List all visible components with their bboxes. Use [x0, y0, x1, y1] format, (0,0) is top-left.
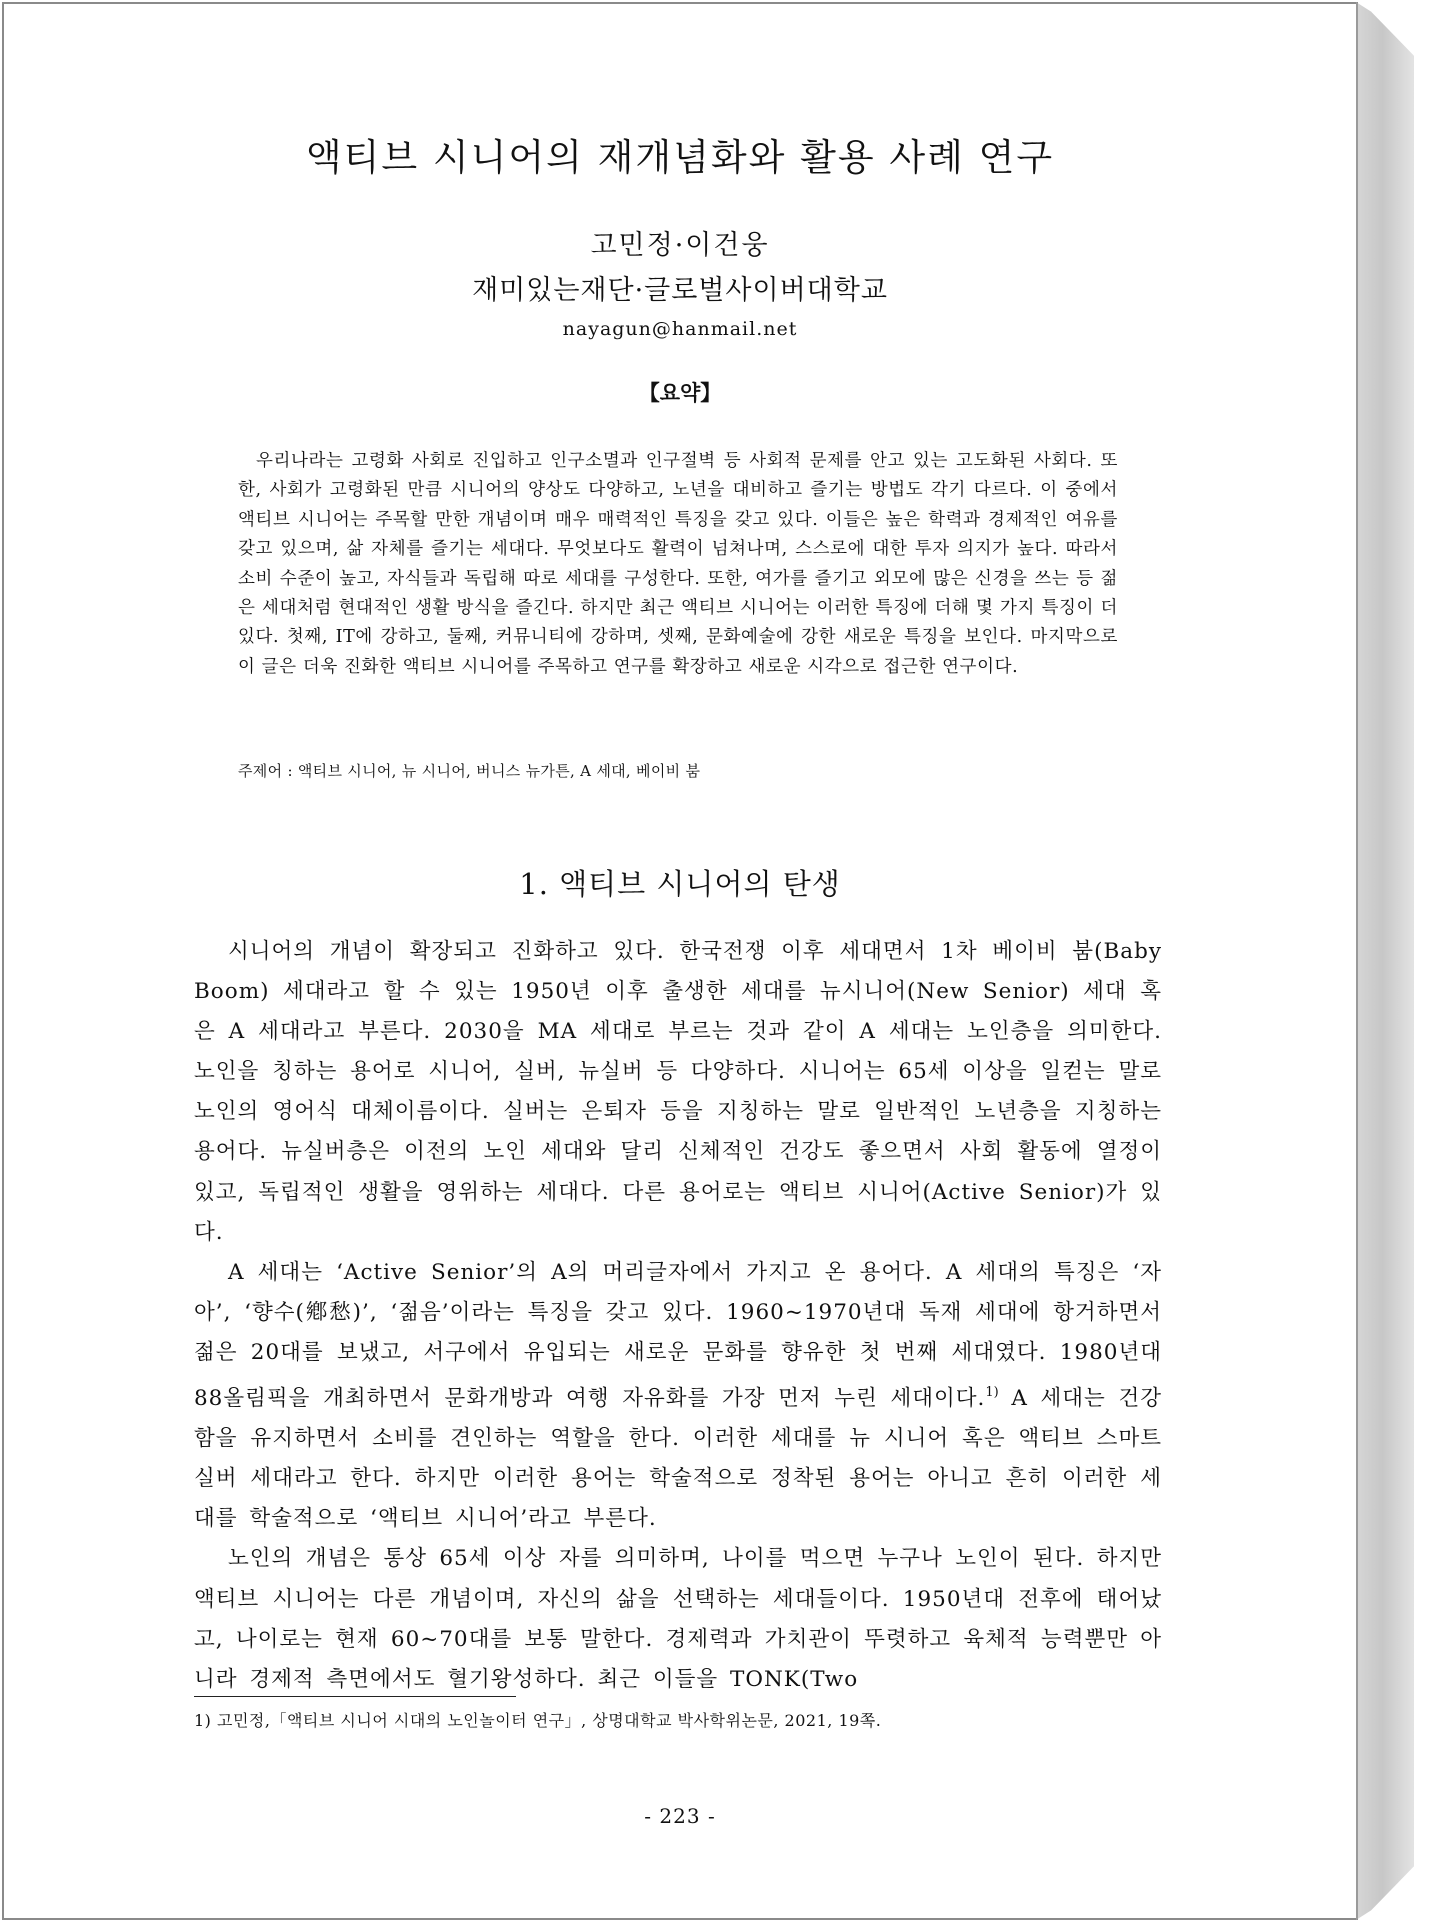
- footnote-divider: [194, 1696, 516, 1697]
- footnote-reference[interactable]: 1): [985, 1385, 999, 1401]
- paper-title: 액티브 시니어의 재개념화와 활용 사례 연구: [305, 136, 1055, 179]
- paragraph-2: [194, 1253, 1162, 1540]
- affiliation: 재미있는재단·글로벌사이버대학교: [472, 275, 888, 306]
- abstract: [238, 447, 1118, 682]
- author-email: nayagun@hanmail.net: [562, 318, 798, 340]
- abstract-heading: 【요약】: [638, 380, 722, 405]
- page-number: - 223 -: [644, 1804, 716, 1828]
- keywords: 주제어 : 액티브 시니어, 뉴 시니어, 버니스 뉴가튼, A 세대, 베이비 붐: [238, 762, 701, 780]
- abstract-text: 우리나라는 고령화 사회로 진입하고 인구소멸과 인구절벽 등 사회적 문제를 안고 있는 고도화된 사회다. 또한, 사회가 고령화된 만큼 시니어의 양상도 다양하고, 노년을 대비하고 즐기는 방법도 각기 다르다. 이 중에서 액티브 시니어는 주목할 만한 개념이며 매우 매력적인 특징을 갖고 있다. 이들은 높은 학력과 경제적인 여유를 갖고 있으며, 삶 자체를 즐기는 세대다. 무엇보다도 활력이 넘쳐나며, 스스로에 대한 투자 의지가 높다. 따라서 소비 수준이 높고, 자식들과 독립해 따로 세대를 구성한다. 또한, 여가를 즐기고 외모에 많은 신경을 쓰는 등 젊은 세대처럼 현대적인 생활 방식을 즐긴다. 하지만 최근 액티브 시니어는 이러한 특징에 더해 몇 가지 특징이 더 있다. 첫째, IT에 강하고, 둘째, 커뮤니티에 강하며, 셋째, 문화예술에 강한 새로운 특징을 보인다. 마지막으로 이 글은 더욱 진화한 액티브 시니어를 주목하고 연구를 확장하고 새로운 시각으로 접근한 연구이다.: [238, 451, 1118, 677]
- authors: 고민정·이건웅: [590, 230, 770, 261]
- paragraph-2-part-1: A 세대는 ‘Active Senior’의 A의 머리글자에서 가지고 온 용어다. A 세대의 특징은 ‘자아’, ‘향수(鄕愁)’, ‘젊음’이라는 특징을 갖고 있다. 1960~1970년대 독재 세대에 항거하면서 젊은 20대를 보냈고, 서구에서 유입되는 새로운 문화를 향유한 첫 번째 세대였다. 1980년대 88올림픽을 개최하면서 문화개방과 여행 자유화를 가장 먼저 누린 세대이다.: [194, 1259, 1162, 1412]
- paragraph-3: 노인의 개념은 통상 65세 이상 자를 의미하며, 나이를 먹으면 누구나 노인이 된다. 하지만 액티브 시니어는 다른 개념이며, 자신의 삶을 선택하는 세대들이다. 1950년대 전후에 태어났고, 나이로는 현재 60~70대를 보통 말한다. 경제력과 가치관이 뚜렷하고 육체적 능력뿐만 아니라 경제적 측면에서도 혈기왕성하다. 최근 이들을 TONK(Two: [194, 1546, 1162, 1692]
- footnote: 1) 고민정,「액티브 시니어 시대의 노인놀이터 연구」, 상명대학교 박사학위논문, 2021, 19쪽.: [194, 1711, 882, 1730]
- paragraph-1: 시니어의 개념이 확장되고 진화하고 있다. 한국전쟁 이후 세대면서 1차 베이비 붐(Baby Boom) 세대라고 할 수 있는 1950년 이후 출생한 세대를 뉴시니어(New Senior) 세대 혹은 A 세대라고 부른다. 2030을 MA 세대로 부르는 것과 같이 A 세대는 노인층을 의미한다. 노인을 칭하는 용어로 시니어, 실버, 뉴실버 등 다양하다. 시니어는 65세 이상을 일컫는 말로 노인의 영어식 대체이름이다. 실버는 은퇴자 등을 지칭하는 말로 일반적인 노년층을 지칭하는 용어다. 뉴실버층은 이전의 노인 세대와 달리 신체적인 건강도 좋으면서 사회 활동에 열정이 있고, 독립적인 생활을 영위하는 세대다. 다른 용어로는 액티브 시니어(Active Senior)가 있다.: [194, 939, 1162, 1245]
- paragraph-2-part-2: A 세대는 건강함을 유지하면서 소비를 견인하는 역할을 한다. 이러한 세대를 뉴 시니어 혹은 액티브 스마트 실버 세대라고 한다. 하지만 이러한 용어는 학술적으로 정착된 용어는 아니고 흔히 이러한 세대를 학술적으로 ‘액티브 시니어’라고 부른다.: [194, 1386, 1163, 1532]
- body-text: [194, 932, 1162, 1700]
- section-heading: 1. 액티브 시니어의 탄생: [519, 867, 841, 901]
- page-curl-shadow: [1356, 2, 1414, 1920]
